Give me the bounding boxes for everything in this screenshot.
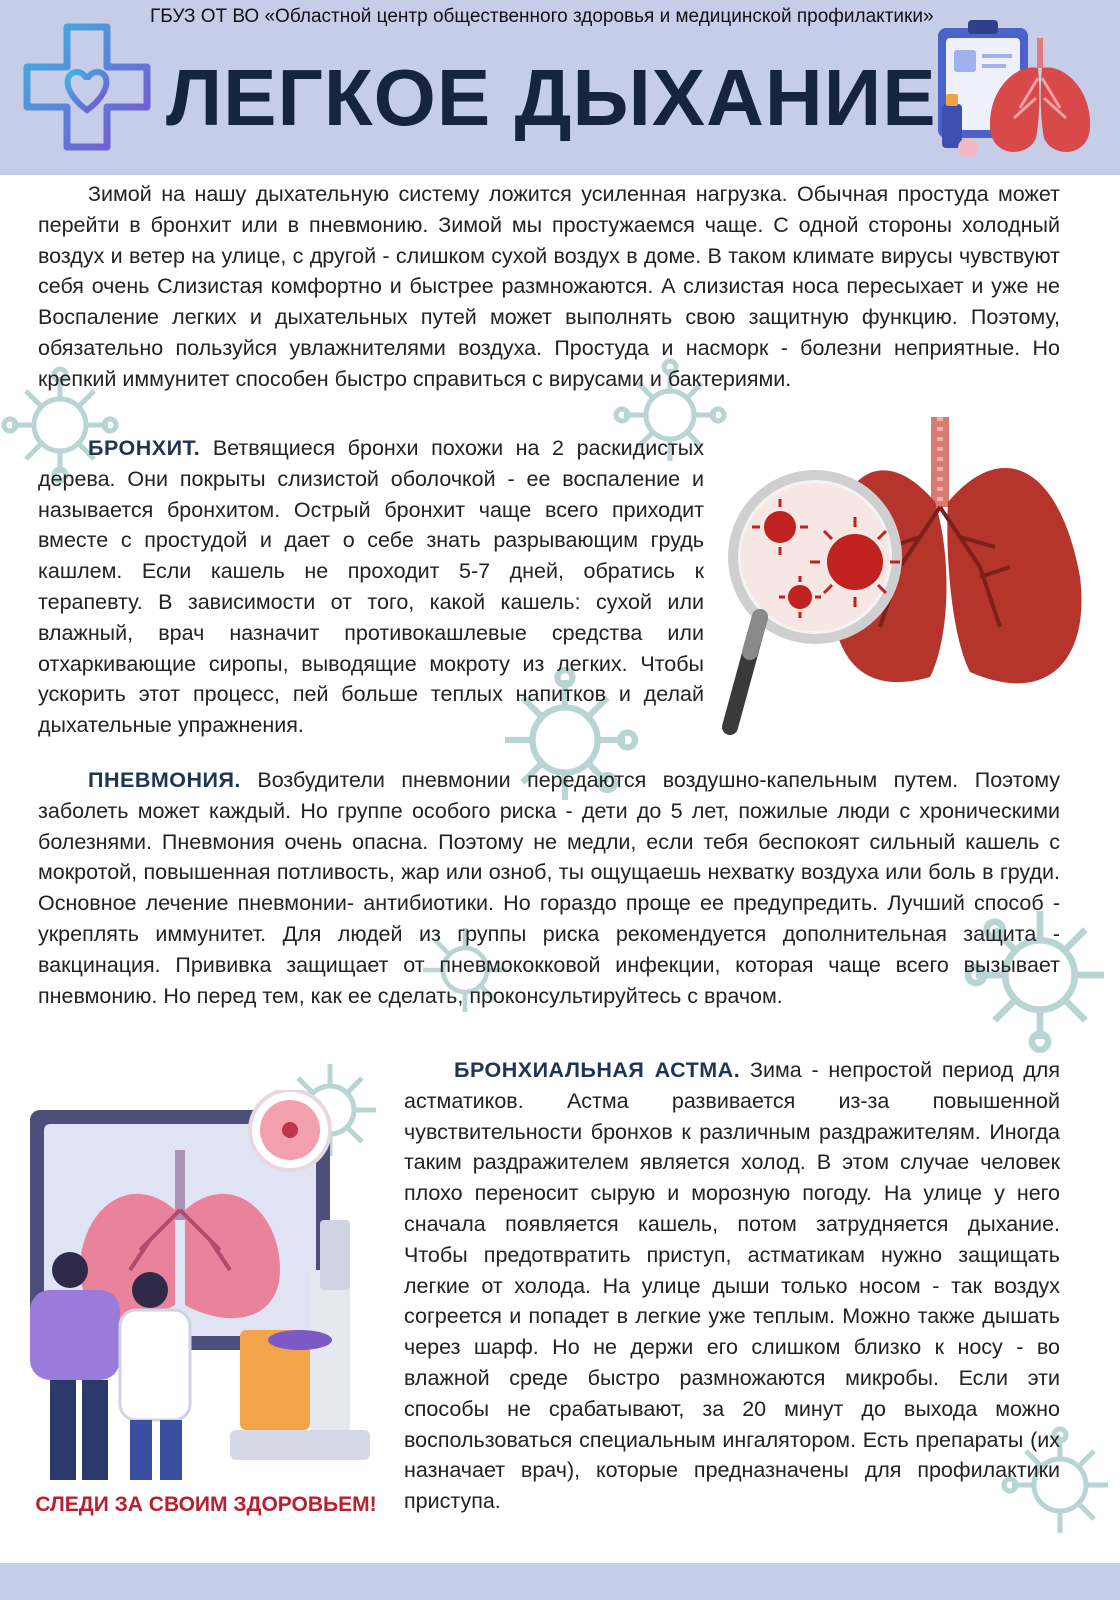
organization-name: ГБУЗ ОТ ВО «Областной центр общественного здоровья и медицинской профилактики» bbox=[150, 6, 934, 27]
pneumonia-heading: ПНЕВМОНИЯ. bbox=[88, 768, 241, 792]
bronchitis-text: Ветвящиеся бронхи похожи на 2 раскидистых дерева. Они покрыты слизистой оболочкой - ее воспаление и называется бронхитом. Острый бронхит чаще всего приходит вместе с простудой и дает о себе знать разрывающим грудь кашлем. Если кашель не проходит 5-7 дней, обратись к терапевту. В зависимости от того, какой кашель: сухой или влажный, врач назначит противокашлевые средства или отхаркивающие сиропы, выводящие мокроту из легких. Чтобы ускорить этот процесс, пей больше теплых напитков и делай дыхательные упражнения. bbox=[38, 436, 704, 738]
bronchitis-heading: БРОНХИТ. bbox=[88, 436, 201, 460]
lungs-clipboard-icon bbox=[928, 8, 1098, 168]
medical-cross-heart-logo bbox=[22, 22, 152, 152]
pneumonia-paragraph bbox=[38, 765, 1060, 1011]
page-title: ЛЕГКОЕ ДЫХАНИЕ bbox=[166, 53, 937, 142]
intro-paragraph: Зимой на нашу дыхательную систему ложится усиленная нагрузка. Обычная простуда может перейти в бронхит или в пневмонию. Зимой мы простужаемся чаще. С одной стороны холодный воздух и ветер на улице, с другой - слишком сухой воздух в доме. В таком климате вирусы чувствуют себя очень Слизистая комфортно и быстрее размножаются. А слизистая носа пересыхает и уже не Воспаление легких и дыхательных путей может выполнять свою защитную функцию. Поэтому, обязательно пользуйся увлажнителями воздуха. Простуда и насморк - болезни неприятные. Но крепкий иммунитет способен быстро справиться с вирусами и бактериями. bbox=[38, 182, 1060, 391]
bronchitis-paragraph bbox=[38, 433, 704, 741]
asthma-text: Зима - непростой период для астматиков. Астма развивается из-за повышенной чувствительности бронхов к различным раздражителям. Иногда таким раздражителем является холод. В этом случае человек плохо переносит сырую и морозную погоду. На улице у него сначала появляется кашель, потом затрудняется дыхание. Чтобы предотвратить приступ, астматикам нужно защищать легкие от холода. На улице дыши только носом - так воздух согреется и попадет в легкие уже теплым. Можно также дышать через шарф. Но не держи его слишком близко к носу - во влажной среде быстро размножаются микробы. Если эти способы не срабатывают, за 20 минут до выхода можно воспользоваться специальным ингалятором. Есть препараты (их назначает врач), которые предназначены для профилактики приступа. bbox=[404, 1058, 1060, 1514]
header-band bbox=[0, 0, 1120, 175]
asthma-paragraph bbox=[404, 1055, 1060, 1517]
pneumonia-text: Возбудители пневмонии передаются воздушно-капельным путем. Поэтому заболеть может каждый. Но группе особого риска - дети до 5 лет, пожилые люди с хроническими болезнями. Пневмония очень опасна. Поэтому не медли, если тебя беспокоят сильный кашель с мокротой, повышенная потливость, жар или озноб, ты ощущаешь нехватку воздуха или боль в груди. Основное лечение пневмонии- антибиотики. Но гораздо проще ее предупредить. Лучший способ - укреплять иммунитет. Для людей из группы риска рекомендуется дополнительная защита - вакцинация. Прививка защищает от пневмококковой инфекции, которая чаще всего вызывает пневмонию. Но перед тем, как ее сделать, проконсультируйтесь с врачом. bbox=[38, 768, 1060, 1008]
content-area bbox=[0, 175, 1120, 1563]
health-slogan: СЛЕДИ ЗА СВОИМ ЗДОРОВЬЕМ! bbox=[35, 1493, 377, 1516]
doctors-xray-illustration bbox=[10, 1090, 390, 1490]
magnifier-lungs-illustration bbox=[720, 407, 1090, 747]
footer-band bbox=[0, 1563, 1120, 1600]
asthma-heading: БРОНХИАЛЬНАЯ АСТМА. bbox=[454, 1058, 741, 1082]
